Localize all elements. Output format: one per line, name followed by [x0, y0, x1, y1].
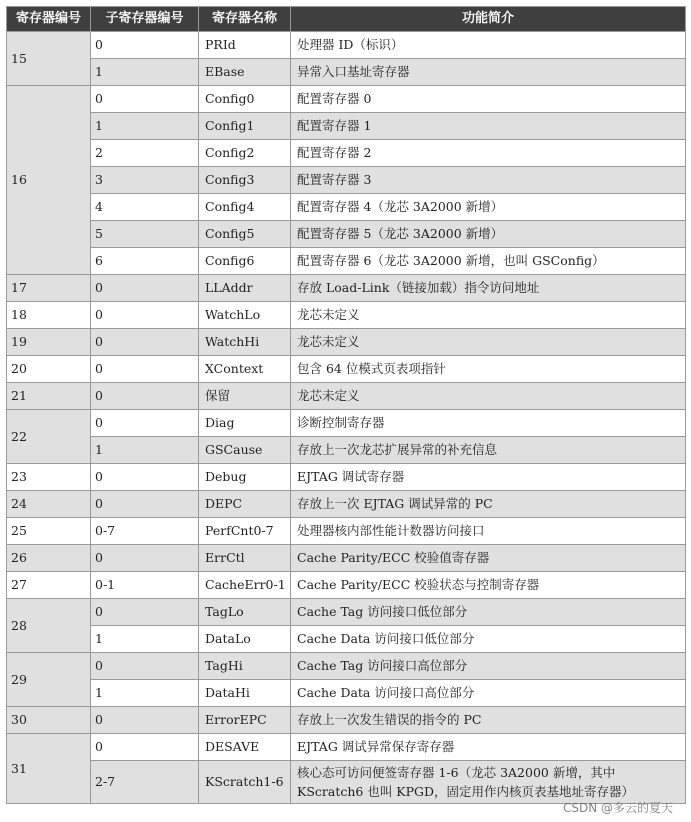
- reg-name-cell: DataHi: [199, 680, 291, 707]
- reg-name-cell: EBase: [199, 59, 291, 86]
- table-row: [7, 59, 686, 86]
- description-cell: Cache Tag 访问接口高位部分: [291, 653, 686, 680]
- sub-number-cell: 3: [91, 167, 199, 194]
- table-row: [7, 329, 686, 356]
- reg-number-cell: 20: [7, 356, 91, 383]
- reg-number-cell: 28: [7, 599, 91, 653]
- description-cell: 异常入口基址寄存器: [291, 59, 686, 86]
- sub-number-cell: 0: [91, 383, 199, 410]
- table-row: [7, 572, 686, 599]
- reg-name-cell: Config6: [199, 248, 291, 275]
- description-cell: 配置寄存器 3: [291, 167, 686, 194]
- sub-number-cell: 0: [91, 734, 199, 761]
- sub-number-cell: 0: [91, 32, 199, 59]
- sub-number-cell: 0-1: [91, 572, 199, 599]
- reg-name-cell: TagLo: [199, 599, 291, 626]
- table-row: [7, 734, 686, 761]
- description-cell: 存放 Load-Link（链接加载）指令访问地址: [291, 275, 686, 302]
- reg-name-cell: Config3: [199, 167, 291, 194]
- reg-number-cell: 26: [7, 545, 91, 572]
- table-row: [7, 545, 686, 572]
- description-cell: 存放上一次 EJTAG 调试异常的 PC: [291, 491, 686, 518]
- description-cell: 存放上一次龙芯扩展异常的补充信息: [291, 437, 686, 464]
- description-cell: 配置寄存器 4（龙芯 3A2000 新增）: [291, 194, 686, 221]
- sub-number-cell: 0: [91, 275, 199, 302]
- description-cell: Cache Data 访问接口低位部分: [291, 626, 686, 653]
- reg-name-cell: PerfCnt0-7: [199, 518, 291, 545]
- table-row: [7, 680, 686, 707]
- sub-number-cell: 1: [91, 680, 199, 707]
- description-cell: 诊断控制寄存器: [291, 410, 686, 437]
- reg-name-cell: LLAddr: [199, 275, 291, 302]
- reg-number-cell: 16: [7, 86, 91, 275]
- description-cell: 配置寄存器 0: [291, 86, 686, 113]
- reg-name-cell: ErrCtl: [199, 545, 291, 572]
- table-row: [7, 221, 686, 248]
- table-row: [7, 140, 686, 167]
- sub-number-cell: 0: [91, 491, 199, 518]
- description-cell: 配置寄存器 2: [291, 140, 686, 167]
- reg-number-cell: 15: [7, 32, 91, 86]
- description-cell: 配置寄存器 6（龙芯 3A2000 新增，也叫 GSConfig）: [291, 248, 686, 275]
- watermark: CSDN @多云的夏天: [562, 801, 673, 815]
- table-row: [7, 707, 686, 734]
- reg-name-cell: Config2: [199, 140, 291, 167]
- table-row: [7, 86, 686, 113]
- sub-number-cell: 0: [91, 545, 199, 572]
- table-row: [7, 761, 686, 804]
- reg-name-cell: Diag: [199, 410, 291, 437]
- reg-number-cell: 29: [7, 653, 91, 707]
- sub-number-cell: 0: [91, 86, 199, 113]
- sub-number-cell: 1: [91, 59, 199, 86]
- reg-name-cell: DESAVE: [199, 734, 291, 761]
- reg-name-cell: ErrorEPC: [199, 707, 291, 734]
- sub-number-cell: 0: [91, 302, 199, 329]
- reg-number-cell: 31: [7, 734, 91, 804]
- reg-name-cell: WatchLo: [199, 302, 291, 329]
- reg-name-cell: Config1: [199, 113, 291, 140]
- reg-name-cell: WatchHi: [199, 329, 291, 356]
- table-row: [7, 491, 686, 518]
- register-table: [6, 6, 686, 804]
- reg-name-cell: CacheErr0-1: [199, 572, 291, 599]
- table-row: [7, 113, 686, 140]
- reg-name-cell: DataLo: [199, 626, 291, 653]
- reg-number-cell: 24: [7, 491, 91, 518]
- table-row: [7, 626, 686, 653]
- sub-number-cell: 4: [91, 194, 199, 221]
- reg-name-cell: PRId: [199, 32, 291, 59]
- reg-number-cell: 27: [7, 572, 91, 599]
- reg-number-cell: 19: [7, 329, 91, 356]
- reg-name-cell: Debug: [199, 464, 291, 491]
- description-cell: 处理器 ID（标识）: [291, 32, 686, 59]
- description-cell: Cache Parity/ECC 校验值寄存器: [291, 545, 686, 572]
- reg-number-cell: 25: [7, 518, 91, 545]
- sub-number-cell: 1: [91, 626, 199, 653]
- sub-number-cell: 5: [91, 221, 199, 248]
- description-cell: 处理器核内部性能计数器访问接口: [291, 518, 686, 545]
- description-cell: 龙芯未定义: [291, 302, 686, 329]
- table-row: [7, 410, 686, 437]
- header-sub-number: 子寄存器编号: [91, 7, 199, 32]
- reg-name-cell: 保留: [199, 383, 291, 410]
- description-cell: EJTAG 调试异常保存寄存器: [291, 734, 686, 761]
- reg-name-cell: XContext: [199, 356, 291, 383]
- reg-name-cell: Config4: [199, 194, 291, 221]
- sub-number-cell: 6: [91, 248, 199, 275]
- description-cell: 龙芯未定义: [291, 383, 686, 410]
- table-row: [7, 518, 686, 545]
- reg-number-cell: 17: [7, 275, 91, 302]
- table-body: [7, 32, 686, 804]
- sub-number-cell: 0: [91, 599, 199, 626]
- table-row: [7, 653, 686, 680]
- sub-number-cell: 0: [91, 356, 199, 383]
- sub-number-cell: 0-7: [91, 518, 199, 545]
- description-cell: 核心态可访问便签寄存器 1-6（龙芯 3A2000 新增，其中 KScratch6 也叫 KPGD，固定用作内核页表基地址寄存器）: [291, 761, 686, 804]
- header-reg-number: 寄存器编号: [7, 7, 91, 32]
- reg-name-cell: DEPC: [199, 491, 291, 518]
- description-cell: Cache Data 访问接口高位部分: [291, 680, 686, 707]
- sub-number-cell: 0: [91, 410, 199, 437]
- reg-name-cell: Config0: [199, 86, 291, 113]
- reg-number-cell: 23: [7, 464, 91, 491]
- table-row: [7, 437, 686, 464]
- table-header: [7, 7, 686, 32]
- sub-number-cell: 0: [91, 707, 199, 734]
- header-reg-name: 寄存器名称: [199, 7, 291, 32]
- table-row: [7, 383, 686, 410]
- sub-number-cell: 1: [91, 113, 199, 140]
- reg-number-cell: 18: [7, 302, 91, 329]
- table-row: [7, 302, 686, 329]
- table-row: [7, 464, 686, 491]
- sub-number-cell: 2-7: [91, 761, 199, 804]
- sub-number-cell: 0: [91, 464, 199, 491]
- table-row: [7, 356, 686, 383]
- description-cell: Cache Parity/ECC 校验状态与控制寄存器: [291, 572, 686, 599]
- description-cell: 配置寄存器 5（龙芯 3A2000 新增）: [291, 221, 686, 248]
- reg-name-cell: GSCause: [199, 437, 291, 464]
- description-cell: Cache Tag 访问接口低位部分: [291, 599, 686, 626]
- description-cell: 包含 64 位模式页表项指针: [291, 356, 686, 383]
- reg-number-cell: 30: [7, 707, 91, 734]
- reg-name-cell: TagHi: [199, 653, 291, 680]
- table-row: [7, 599, 686, 626]
- description-cell: 配置寄存器 1: [291, 113, 686, 140]
- table-row: [7, 248, 686, 275]
- sub-number-cell: 0: [91, 329, 199, 356]
- table-row: [7, 194, 686, 221]
- reg-name-cell: Config5: [199, 221, 291, 248]
- reg-number-cell: 21: [7, 383, 91, 410]
- header-description: 功能简介: [291, 7, 686, 32]
- description-cell: EJTAG 调试寄存器: [291, 464, 686, 491]
- reg-name-cell: KScratch1-6: [199, 761, 291, 804]
- sub-number-cell: 2: [91, 140, 199, 167]
- sub-number-cell: 0: [91, 653, 199, 680]
- sub-number-cell: 1: [91, 437, 199, 464]
- table-row: [7, 32, 686, 59]
- table-row: [7, 275, 686, 302]
- description-cell: 存放上一次发生错误的指令的 PC: [291, 707, 686, 734]
- table-row: [7, 167, 686, 194]
- description-cell: 龙芯未定义: [291, 329, 686, 356]
- reg-number-cell: 22: [7, 410, 91, 464]
